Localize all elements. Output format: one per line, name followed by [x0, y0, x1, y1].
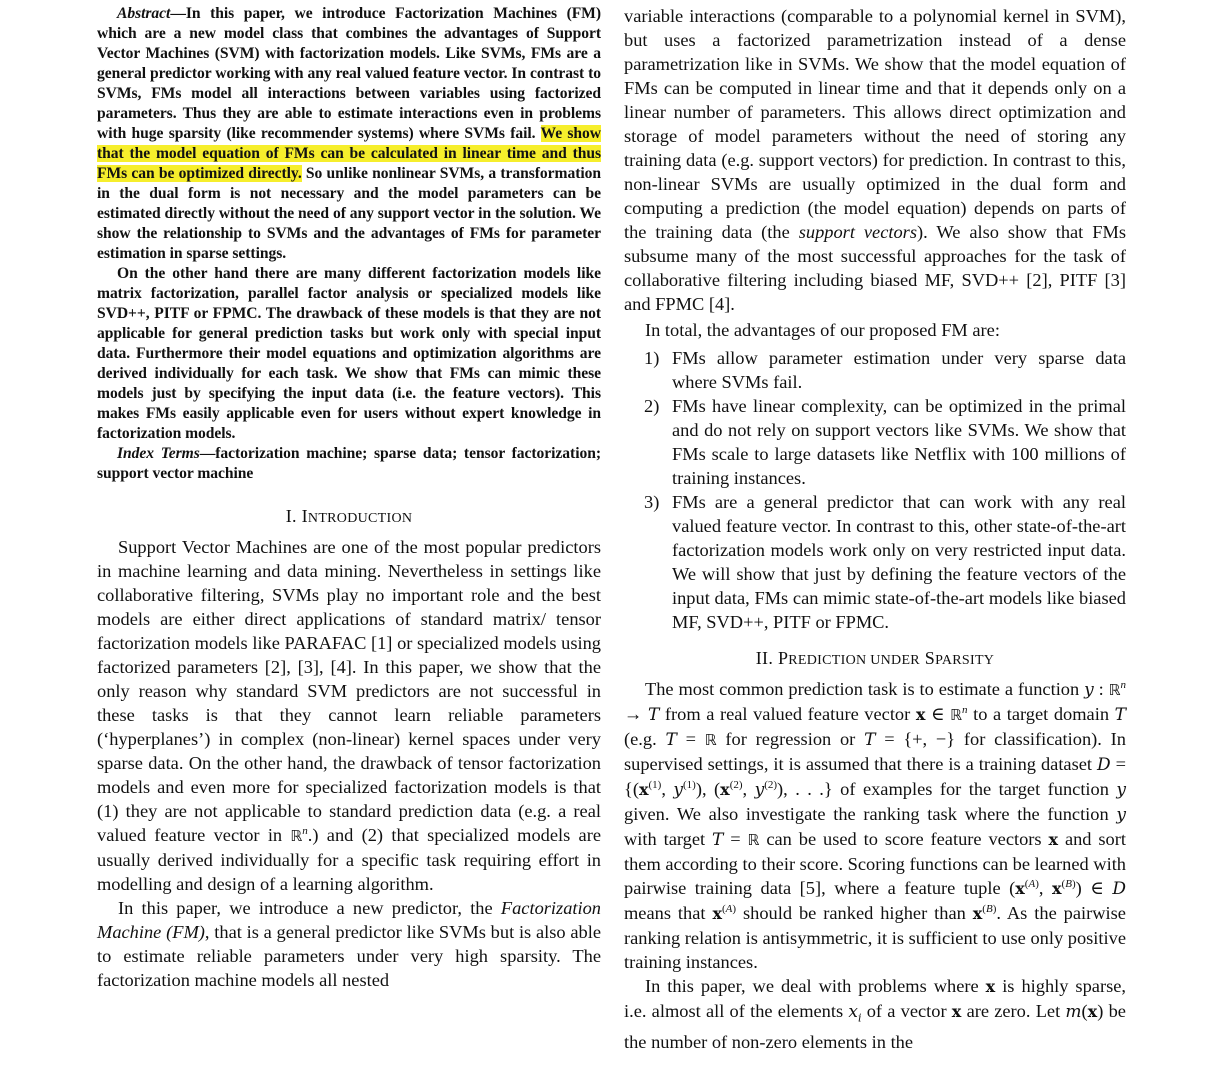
intro-paragraph-2 [97, 896, 601, 992]
prediction-text: be the number of non-zero elements in the [624, 1001, 1126, 1053]
prediction-text: The most common prediction task is to estimate a function [645, 679, 1080, 699]
section-title-cap: S [924, 648, 936, 668]
list-item-text: FMs have linear complexity, can be optimized in the primal and do not rely on support vectors like SVMs. We show that FMs scale to large datasets like Netflix with 100 millions of training instances. [672, 396, 1126, 488]
section-title-cap: I [301, 506, 308, 526]
prediction-text: with target [624, 829, 706, 849]
prediction-text: and sort them according to their score. Scoring functions can be learned with pairwise training data [5], where a feature tuple [624, 829, 1126, 898]
prediction-text: for classification). In supervised settings, it is assumed that there is a training dataset [624, 729, 1126, 774]
prediction-text: is highly sparse, i.e. almost all of the elements [624, 976, 1126, 1021]
list-item-text: FMs are a general predictor that can work with any real valued feature vector. In contrast to this, other state-of-the-art factorization models work only on very restricted input data. We will show that just by defining the feature vectors of the input data, FMs can mimic state-of-the-art models like biased MF, SVD++, PITF or FPMC. [672, 492, 1126, 632]
abstract [97, 4, 601, 484]
abstract-text-1b: So unlike nonlinear SVMs, a transformation in the dual form is not necessary and the model parameters can be estimated directly without the need of any support vector in the solution. We show the relationship to SVMs and the advantages of FMs for parameter estimation in sparse settings. [97, 165, 601, 262]
prediction-text: . As the pairwise ranking relation is antisymmetric, it is sufficient to use only positive training instances. [624, 903, 1126, 972]
list-item-number: 1) [644, 348, 660, 368]
introduction-continued [624, 4, 1126, 634]
prediction-text: given. We also investigate the ranking task where the function [624, 804, 1109, 824]
prediction-text: of examples for the target function [840, 779, 1109, 799]
intro-text-2a: In this paper, we introduce a new predictor, the [118, 898, 501, 918]
prediction-text: for regression or [725, 729, 856, 749]
prediction-text: In this paper, we deal with problems where [645, 976, 979, 996]
intro-text-1a: Support Vector Machines are one of the most popular predictors in machine learning and data mining. Nevertheless in settings like collaborative filtering, SVMs play no important role and the best models are either direct applications of standard matrix/ tensor factorization models like PARAFAC [1] or specialized models using factorized parameters [2], [3], [4]. In this paper, we show that the only reason why standard SVM predictors are not successful in these tasks is that they cannot learn reliable parameters (‘hyperplanes’) in complex (non-linear) kernel spaces under very sparse data. On the other hand, the drawback of tensor factorization models and even more for specialized factorization models is that (1) they are not applicable to standard prediction data (e.g. a real valued feature vector in [97, 537, 601, 845]
section-numeral: I. [285, 506, 297, 526]
intro-paragraph-1: Support Vector Machines are one of the most popular predictors in machine learning and data mining. Nevertheless in settings like collaborative filtering, SVMs play no important role and the best models are either direct applications of standard matrix/ tensor factorization models like PARAFAC [1] or specialized models using factorized parameters [2], [3], [4]. In this paper, we show that the only reason why standard SVM predictors are not successful in these tasks is that they cannot learn reliable parameters (‘hyperplanes’) in complex (non-linear) kernel spaces under very sparse data. On the other hand, the drawback of tensor factorization models and even more for specialized factorization models is that (1) they are not applicable to standard prediction data (e.g. a real valued feature vector in ℝ$^n$.) and (2) that specialized models are usually derived individually for a specific task requiring effort in modelling and design of a learning algorithm. [97, 537, 601, 894]
section-title-rest: REDICTION UNDER [788, 653, 920, 668]
prediction-text: of a vector [866, 1001, 947, 1021]
list-item-number: 3) [644, 492, 660, 512]
intro-text-1b: .) and (2) that specialized models are usually derived individually for a specific task requiring effort in modelling and design of a learning algorithm. [97, 825, 601, 894]
list-item [624, 394, 1126, 490]
introduction-body [97, 535, 601, 992]
intro-continued-paragraph [624, 4, 1126, 316]
section-title-cap: P [777, 648, 789, 668]
right-column [624, 4, 1126, 1054]
abstract-label: Abstract [117, 5, 171, 22]
list-item-number: 2) [644, 396, 660, 416]
section-title-rest: NTRODUCTION [307, 511, 413, 526]
abstract-paragraph-2: On the other hand there are many different factorization models like matrix factorization, parallel factor analysis or specialized models like SVD++, PITF or FPMC. The drawback of these models is that they are not applicable for general prediction tasks but work only with special input data. Furthermore their model equations and optimization algorithms are derived individually for each task. We show that FMs can mimic these models just by specifying the input data (i.e. the feature vectors). This makes FMs easily applicable even for users without expert knowledge in factorization models. [97, 265, 601, 442]
intro-cont-b: ). We also show that FMs subsume many of the most successful approaches for the task of collaborative filtering including biased MF, SVD++ [2], PITF [3] and FPMC [4]. [624, 222, 1126, 314]
abstract-text-1a: —In this paper, we introduce Factorization Machines (FM) which are a new model class that combines the advantages of Support Vector Machines (SVM) with factorization models. Like SVMs, FMs are a general predictor working with any real valued feature vector. In contrast to SVMs, FMs model all interactions between variables using factorized parameters. Thus they are able to estimate interactions even in problems with huge sparsity (like recommender systems) where SVMs fail. [97, 5, 601, 142]
intro-cont-a: variable interactions (comparable to a polynomial kernel in SVM), but uses a factorized parametrization instead of a dense parametrization like in SVMs. We show that the model equation of FMs can be computed in linear time and that it depends only on a linear number of parameters. This allows direct optimization and storage of model parameters without the need of storing any training data (e.g. support vectors) for prediction. In contrast to this, non-linear SVMs are usually optimized in the dual form and computing a prediction (the model equation) depends on parts of the training data (the [624, 6, 1126, 242]
abstract-highlight[interactable]: We show that the model equation of FMs can be calculated in linear time and thus FMs can be optimized directly. [97, 125, 601, 182]
list-item-text: FMs allow parameter estimation under very sparse data where SVMs fail. [672, 348, 1126, 392]
prediction-text: means that [624, 903, 706, 923]
prediction-text: can be used to score feature vectors [766, 829, 1042, 849]
left-column [97, 4, 601, 992]
fm-term: Factorization Machine (FM) [97, 898, 601, 942]
support-vectors-term: support vectors [798, 222, 917, 242]
section-heading-introduction [97, 506, 601, 527]
section-heading-prediction [624, 648, 1126, 669]
list-item [624, 490, 1126, 634]
index-terms-label: Index Terms [117, 445, 200, 462]
abstract-paragraph-1 [97, 4, 601, 264]
advantages-intro: In total, the advantages of our proposed FM are: [645, 320, 1000, 340]
prediction-text: are zero. Let [966, 1001, 1061, 1021]
section-title-rest: PARSITY [935, 653, 995, 668]
prediction-paragraph-2: In this paper, we deal with problems where x is highly sparse, i.e. almost all of the elements $x_i$ of a vector x are zero. Let m(x) be the number of non-zero elements in the [624, 976, 1126, 1053]
prediction-text: should be ranked higher than [743, 903, 966, 923]
index-terms [97, 444, 601, 484]
index-terms-text: —factorization machine; sparse data; tensor factorization; support vector machine [97, 445, 601, 482]
section-numeral: II. [755, 648, 774, 668]
prediction-paragraph-1: The most common prediction task is to estimate a function y : ℝ$^n$ → T from a real valued feature vector x ∈ ℝ$^n$ to a target domain T (e.g. T = ℝ for regression or T = {+, −} for classification). In supervised settings, it is assumed that there is a training dataset $D = \{(x^{(1)}$, $y^{(1)}$), ($x^{(2)}$, $y^{(2)}$), . . .} of examples for the target function y given. We also investigate the ranking task where the function y with target T = ℝ can be used to score feature vectors x and sort them according to their score. Scoring functions can be learned with pairwise training data [5], where a feature tuple ($x^{(A)}$, $x^{(B)}$) ∈ D means that $x^{(A)}$ should be ranked higher than $x^{(B)}$. As the pairwise ranking relation is antisymmetric, it is sufficient to use only positive training instances. [624, 678, 1126, 972]
intro-text-2b: , that is a general predictor like SVMs but is also able to estimate reliable parameters under very high sparsity. The factorization machine models all nested [97, 922, 601, 990]
prediction-text: to a target domain [973, 704, 1110, 724]
prediction-text: (e.g. [624, 729, 657, 749]
advantages-list [624, 346, 1126, 634]
prediction-body [624, 677, 1126, 1054]
prediction-text: from a real valued feature vector [664, 704, 911, 724]
list-item [624, 346, 1126, 394]
